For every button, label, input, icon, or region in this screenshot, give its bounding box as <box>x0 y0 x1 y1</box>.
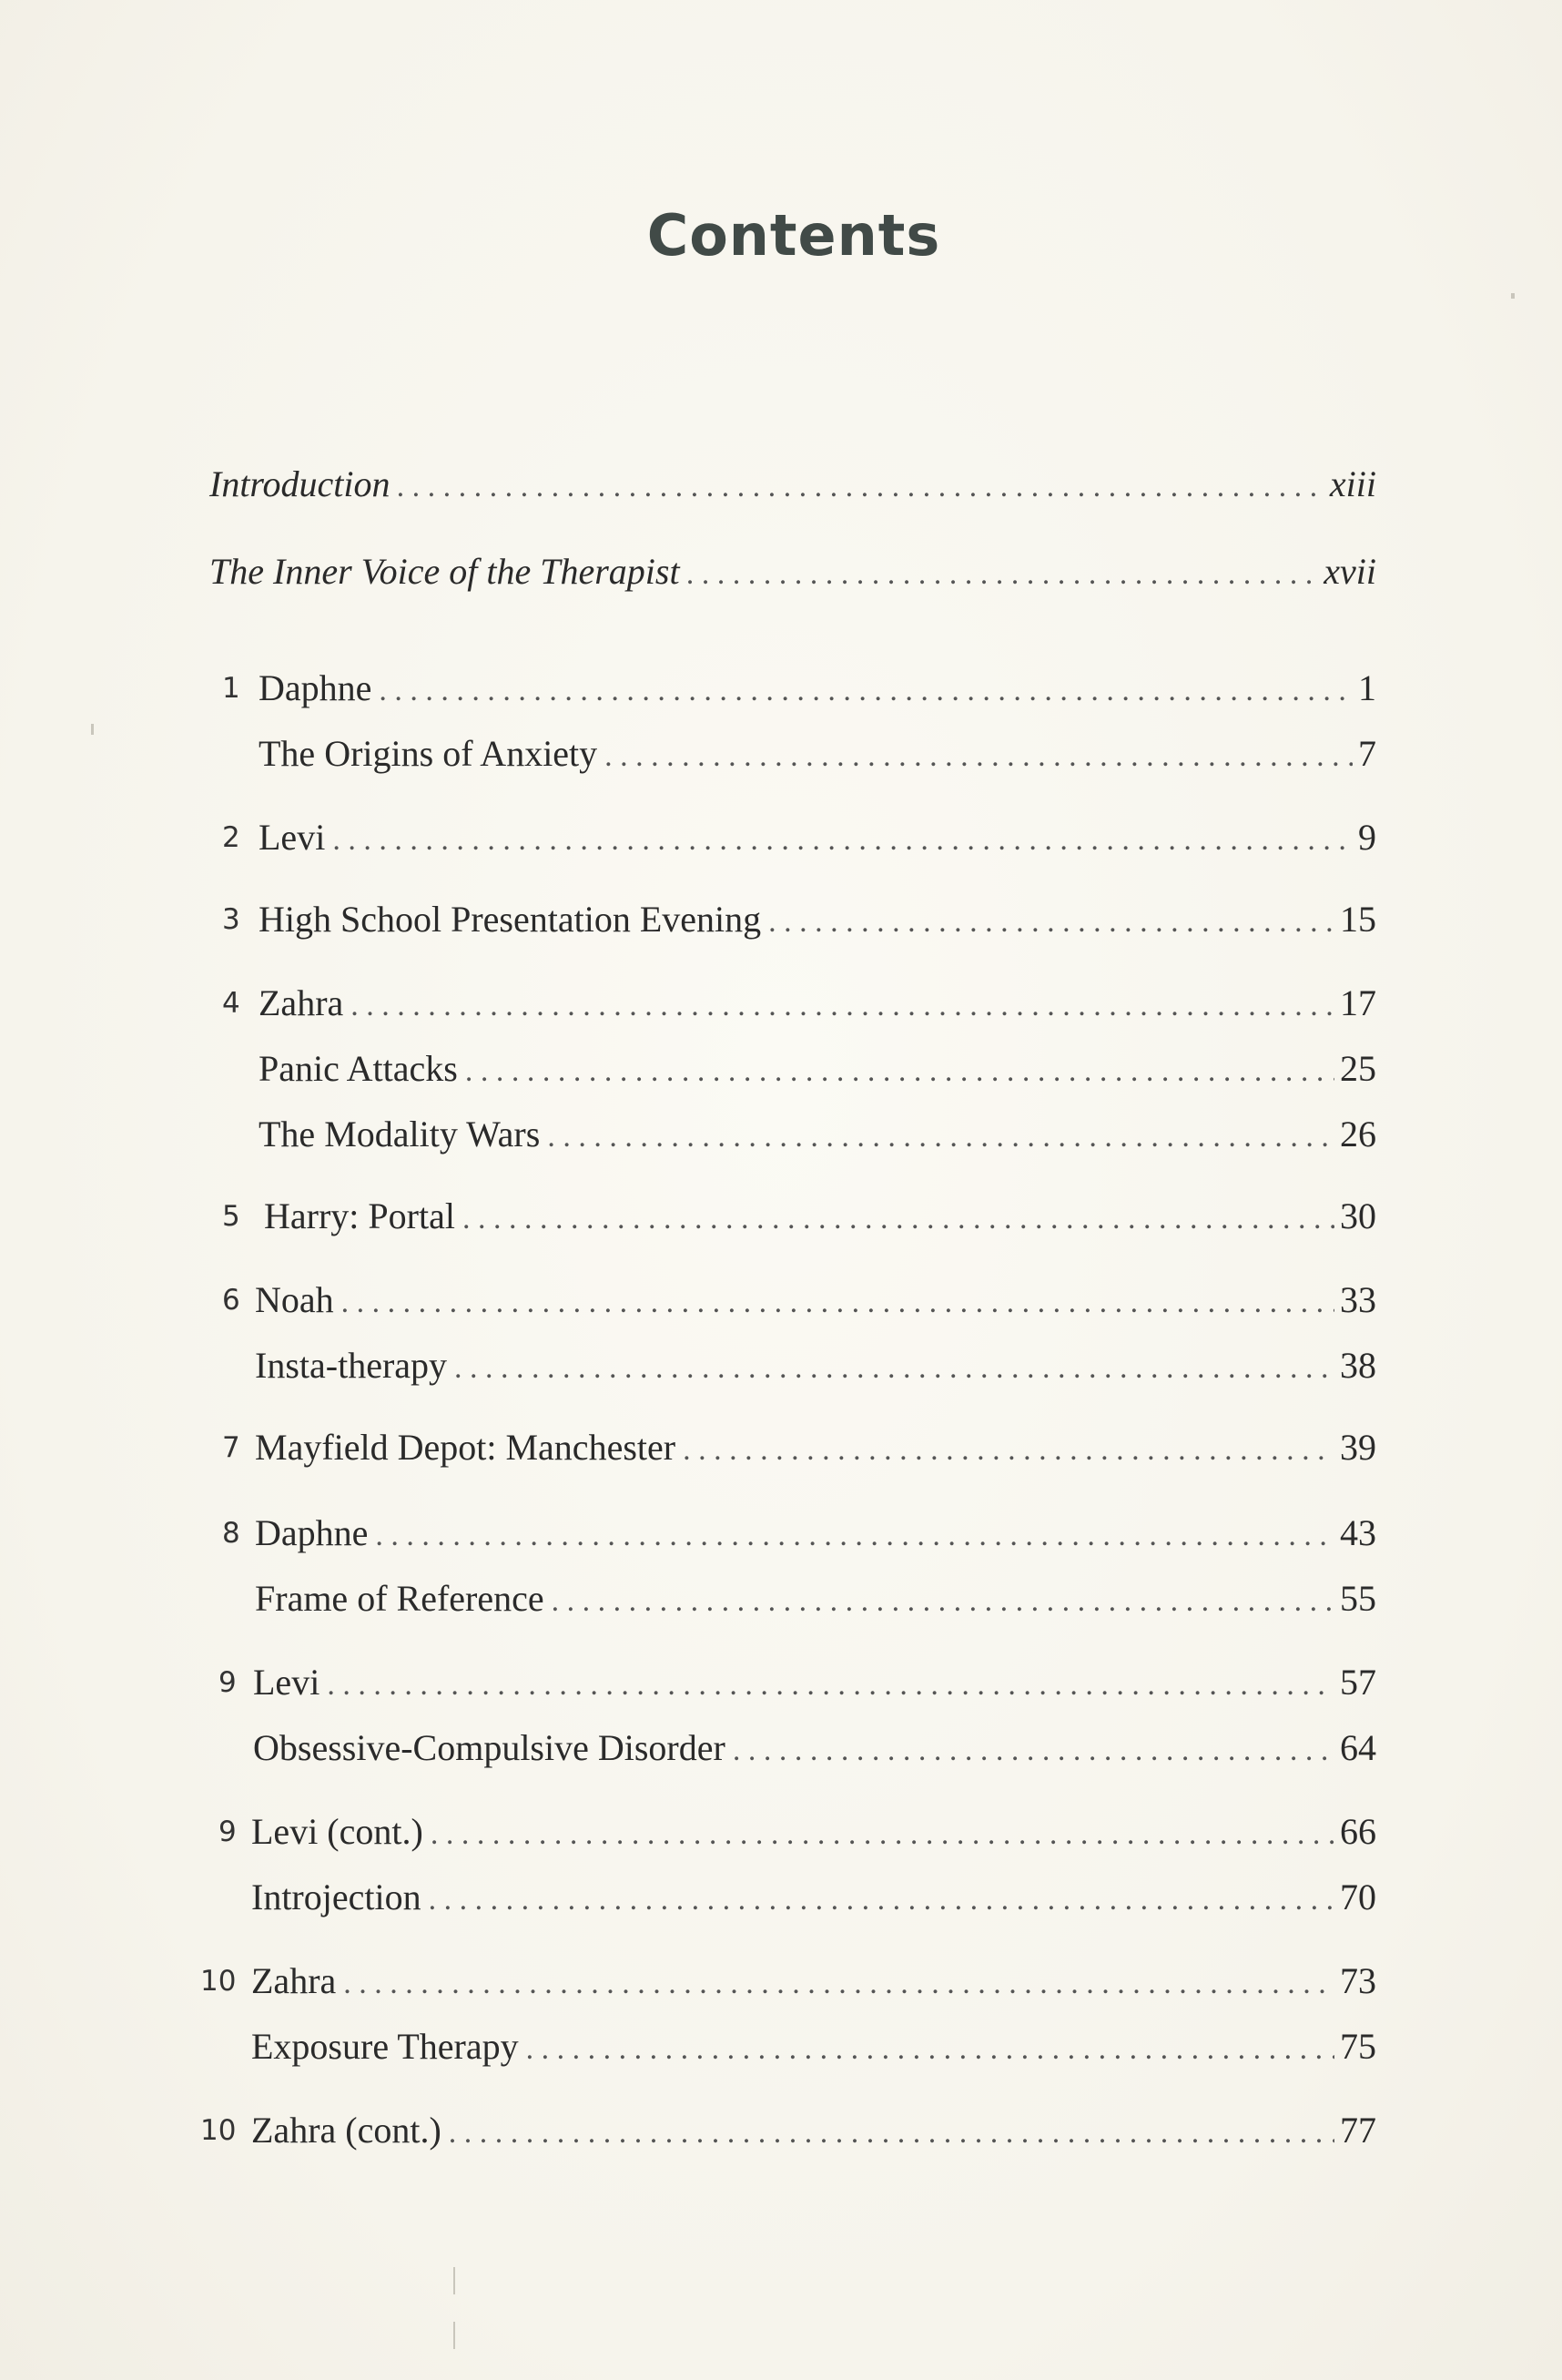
chapter-number: 7 <box>222 1431 240 1464</box>
toc-entry-label: The Origins of Anxiety <box>259 733 598 774</box>
toc-entry <box>251 1805 1376 1859</box>
toc-entry <box>255 1571 1376 1626</box>
dot-leader <box>327 1658 1334 1713</box>
scan-speck <box>1511 293 1515 299</box>
dot-leader <box>379 664 1353 718</box>
dot-leader <box>454 1341 1334 1396</box>
toc-entry-page: 39 <box>1340 1427 1376 1468</box>
toc-entry-label: The Inner Voice of the Therapist <box>209 551 680 592</box>
toc-entry <box>251 2103 1376 2158</box>
chapter-number: 9 <box>218 1666 237 1699</box>
chapter-number: 10 <box>200 1965 237 1998</box>
toc-entry-page: 38 <box>1340 1345 1376 1386</box>
page-title: Contents <box>646 202 941 269</box>
toc-entry-page: 7 <box>1358 733 1376 774</box>
toc-entry <box>259 892 1376 947</box>
dot-leader <box>526 2022 1334 2077</box>
toc-entry-page: 66 <box>1340 1811 1376 1852</box>
toc-entry <box>255 1273 1376 1327</box>
dot-leader <box>332 813 1353 868</box>
dot-leader <box>604 729 1353 784</box>
dot-leader <box>431 1807 1334 1862</box>
toc-entry-page: 55 <box>1340 1578 1376 1619</box>
chapter-number: 1 <box>222 672 240 705</box>
toc-entry-label: Panic Attacks <box>259 1048 458 1089</box>
toc-entry-page: xvii <box>1324 551 1376 592</box>
dot-leader <box>449 2106 1334 2161</box>
chapter-number: 6 <box>222 1284 240 1317</box>
toc-entry-page: 30 <box>1340 1195 1376 1236</box>
toc-entry-label: Insta-therapy <box>255 1345 448 1386</box>
toc-entry-page: xiii <box>1329 463 1376 504</box>
toc-entry-label: Daphne <box>259 667 372 708</box>
toc-entry-page: 75 <box>1340 2026 1376 2067</box>
toc-entry <box>251 1870 1376 1925</box>
dot-leader <box>462 1192 1334 1246</box>
toc-entry <box>251 1954 1376 2009</box>
toc-entry <box>209 544 1376 599</box>
dot-leader <box>429 1873 1334 1927</box>
chapter-number: 3 <box>222 903 240 936</box>
toc-entry-label: Frame of Reference <box>255 1578 544 1619</box>
toc-entry-page: 9 <box>1358 817 1376 858</box>
dot-leader <box>343 1957 1334 2011</box>
toc-entry-page: 26 <box>1340 1114 1376 1154</box>
toc-entry-label: Introjection <box>251 1877 421 1917</box>
dot-leader <box>398 460 1324 514</box>
dot-leader <box>465 1044 1334 1099</box>
toc-entry <box>259 810 1376 865</box>
toc-entry <box>253 1721 1376 1775</box>
chapter-number: 2 <box>222 821 240 854</box>
toc-entry <box>264 1189 1376 1244</box>
toc-entry-page: 57 <box>1340 1662 1376 1703</box>
toc-entry-page: 17 <box>1340 982 1376 1023</box>
dot-leader <box>552 1574 1334 1629</box>
toc-entry-page: 73 <box>1340 1960 1376 2001</box>
toc-entry-label: Noah <box>255 1279 334 1320</box>
toc-entry-label: Obsessive-Compulsive Disorder <box>253 1727 725 1768</box>
toc-entry <box>255 1338 1376 1393</box>
toc-entry-label: Levi <box>253 1662 320 1703</box>
chapter-number: 4 <box>222 987 240 1020</box>
toc-entry-label: Exposure Therapy <box>251 2026 519 2067</box>
toc-entry-label: Zahra <box>251 1960 337 2001</box>
toc-entry-label: Harry: Portal <box>264 1195 455 1236</box>
chapter-number: 9 <box>218 1816 237 1848</box>
toc-entry-label: High School Presentation Evening <box>259 899 762 940</box>
toc-entry-page: 43 <box>1340 1512 1376 1553</box>
toc-entry-label: Mayfield Depot: Manchester <box>255 1427 676 1468</box>
dot-leader <box>687 547 1319 602</box>
toc-entry-page: 70 <box>1340 1877 1376 1917</box>
dot-leader <box>350 979 1334 1033</box>
toc-entry <box>259 661 1376 716</box>
toc-entry <box>259 1042 1376 1096</box>
toc-entry-page: 1 <box>1358 667 1376 708</box>
dot-leader <box>683 1423 1334 1478</box>
toc-entry <box>253 1655 1376 1710</box>
toc-entry <box>251 2019 1376 2074</box>
toc-entry-page: 25 <box>1340 1048 1376 1089</box>
dot-leader <box>547 1110 1334 1165</box>
dot-leader <box>341 1276 1334 1330</box>
scan-speck <box>453 2267 455 2294</box>
toc-entry-label: Zahra (cont.) <box>251 2110 441 2151</box>
chapter-number: 5 <box>222 1200 240 1233</box>
toc-entry-label: Introduction <box>209 463 390 504</box>
chapter-number: 10 <box>200 2114 237 2147</box>
toc-entry-page: 64 <box>1340 1727 1376 1768</box>
toc-entry-page: 77 <box>1340 2110 1376 2151</box>
chapter-number: 8 <box>222 1517 240 1550</box>
toc-entry-label: Daphne <box>255 1512 369 1553</box>
toc-entry <box>259 1107 1376 1162</box>
toc-entry-label: Levi (cont.) <box>251 1811 423 1852</box>
dot-leader <box>768 895 1334 950</box>
dot-leader <box>733 1724 1334 1778</box>
toc-entry-label: Zahra <box>259 982 344 1023</box>
toc-entry-label: Levi <box>259 817 326 858</box>
toc-entry-page: 33 <box>1340 1279 1376 1320</box>
toc-entry <box>209 457 1376 512</box>
toc-entry-label: The Modality Wars <box>259 1114 541 1154</box>
toc-entry <box>259 727 1376 781</box>
toc-entry <box>255 1420 1376 1475</box>
scan-speck <box>453 2322 455 2349</box>
toc-entry-page: 15 <box>1340 899 1376 940</box>
toc-entry <box>255 1506 1376 1561</box>
dot-leader <box>375 1509 1334 1563</box>
scan-speck <box>91 724 94 735</box>
toc-entry <box>259 976 1376 1031</box>
